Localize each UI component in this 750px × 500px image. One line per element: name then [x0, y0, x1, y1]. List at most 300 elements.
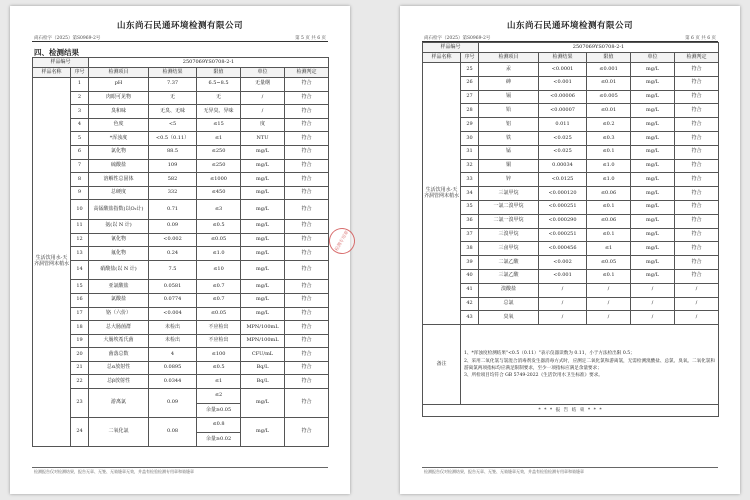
unit: mg/L — [241, 173, 285, 187]
judgement: 符合 — [285, 118, 329, 132]
limit-value: 不应检出 — [197, 321, 241, 335]
test-item: 游离氯 — [89, 389, 149, 418]
test-result: <5 — [149, 118, 197, 132]
limit-value: ≤0.7 — [197, 280, 241, 294]
table-row — [423, 90, 719, 104]
test-result: 7.37 — [149, 78, 197, 92]
limit-value: ≤0.01 — [587, 76, 631, 90]
judgement: / — [675, 311, 719, 325]
test-item: 氟化物 — [89, 247, 149, 261]
column-header: 限值 — [587, 53, 631, 63]
test-result: <0.00007 — [539, 104, 587, 118]
row-number: 2 — [71, 91, 89, 105]
judgement: 符合 — [675, 63, 719, 77]
test-item: 铬（六价） — [89, 307, 149, 321]
row-number: 19 — [71, 334, 89, 348]
judgement: 符合 — [675, 269, 719, 283]
limit-value: ≤0.5 — [197, 219, 241, 233]
remarks-content — [461, 325, 719, 405]
table-row — [423, 214, 719, 228]
limit-value: ≤0.05 — [587, 256, 631, 270]
unit: mg/L — [631, 173, 675, 187]
unit: Bq/L — [241, 361, 285, 375]
unit: mg/L — [631, 159, 675, 173]
test-item: 三卤甲烷 — [479, 242, 539, 256]
test-result: 4 — [149, 348, 197, 362]
row-number: 9 — [71, 186, 89, 200]
row-number: 26 — [461, 76, 479, 90]
unit: / — [241, 91, 285, 105]
row-number: 43 — [461, 311, 479, 325]
test-result: <0.000290 — [539, 214, 587, 228]
judgement: 符合 — [285, 293, 329, 307]
test-result: 0.0774 — [149, 293, 197, 307]
row-number: 3 — [71, 105, 89, 119]
test-item: 臭氧 — [479, 311, 539, 325]
table-row — [33, 260, 329, 280]
row-number: 18 — [71, 321, 89, 335]
row-number: 1 — [71, 78, 89, 92]
test-item: 一氯二溴甲烷 — [479, 200, 539, 214]
table-row — [423, 311, 719, 325]
header-rule — [32, 41, 328, 42]
test-result: / — [539, 283, 587, 297]
limit-value: ≤10 — [197, 260, 241, 280]
test-result: <0.025 — [539, 131, 587, 145]
sample-number-row — [33, 58, 329, 68]
table-row — [33, 200, 329, 220]
limit-value: ≤3 — [197, 200, 241, 220]
test-item: 菌落总数 — [89, 348, 149, 362]
test-result: <0.000120 — [539, 187, 587, 201]
judgement: 符合 — [675, 214, 719, 228]
test-item: 总β放射性 — [89, 375, 149, 389]
column-header: 序号 — [461, 53, 479, 63]
row-number: 40 — [461, 269, 479, 283]
row-number: 29 — [461, 118, 479, 132]
table-row — [423, 131, 719, 145]
row-number: 7 — [71, 159, 89, 173]
company-name: 山东尚石民通环境检测有限公司 — [506, 21, 633, 31]
judgement: 符合 — [285, 348, 329, 362]
judgement: 符合 — [285, 280, 329, 294]
test-result: 0.09 — [149, 219, 197, 233]
judgement: 符合 — [675, 76, 719, 90]
judgement: 符合 — [285, 78, 329, 92]
sample-number-label: 样品编号 — [423, 43, 479, 53]
table-row — [423, 200, 719, 214]
test-item: 溶解性总固体 — [89, 173, 149, 187]
row-number: 22 — [71, 375, 89, 389]
test-result: 无 — [149, 91, 197, 105]
header-row — [423, 53, 719, 63]
limit-value: ≤0.05 — [197, 233, 241, 247]
limit-value: ≤0.7 — [197, 293, 241, 307]
table-row — [423, 63, 719, 77]
end-row — [423, 405, 719, 417]
test-result: 0.00034 — [539, 159, 587, 173]
table-row — [33, 145, 329, 159]
unit: mg/L — [241, 200, 285, 220]
unit: mg/L — [631, 131, 675, 145]
unit: NTU — [241, 132, 285, 146]
limit-value: ≤250 — [197, 159, 241, 173]
test-result: <0.000251 — [539, 228, 587, 242]
table-row — [33, 186, 329, 200]
judgement: 符合 — [285, 159, 329, 173]
row-number: 25 — [461, 63, 479, 77]
row-number: 21 — [71, 361, 89, 375]
table-row — [33, 105, 329, 119]
test-result: / — [539, 297, 587, 311]
test-result: 0.011 — [539, 118, 587, 132]
results-table-page5 — [32, 57, 329, 447]
unit: mg/L — [241, 233, 285, 247]
judgement: 符合 — [675, 104, 719, 118]
test-result: <0.00006 — [539, 90, 587, 104]
judgement: 符合 — [675, 228, 719, 242]
unit: mg/L — [631, 200, 675, 214]
test-item: 氯酸盐 — [89, 293, 149, 307]
unit: mg/L — [241, 260, 285, 280]
unit: mg/L — [631, 187, 675, 201]
limit-value: ≤1 — [587, 242, 631, 256]
seam-stamp: 检测专用章 — [324, 223, 360, 259]
limit-value: ≤1000 — [197, 173, 241, 187]
unit: CFU/mL — [241, 348, 285, 362]
test-item: 铝 — [479, 118, 539, 132]
column-header: 样品名称 — [423, 53, 461, 63]
row-number: 30 — [461, 131, 479, 145]
judgement: / — [675, 283, 719, 297]
limit-value: 无异臭、异味 — [197, 105, 241, 119]
remark-item: 2、采用二氧化氯与氯混合消毒剂发生器消毒方式时，应测定二氧化氯和游离氯，无需检测溴酸盐、总氯、臭氧。二氧化氯和游离氯两项指标均应满足限制要求，至少一项指标应满足余量要求； — [464, 358, 715, 371]
row-number: 11 — [71, 219, 89, 233]
limit-value: / — [587, 311, 631, 325]
unit: MPN/100mL — [241, 321, 285, 335]
test-result: <0.0001 — [539, 63, 587, 77]
table-row — [33, 375, 329, 389]
test-result: <0.000251 — [539, 200, 587, 214]
unit: mg/L — [631, 63, 675, 77]
table-row — [33, 321, 329, 335]
test-result: 332 — [149, 186, 197, 200]
judgement: 符合 — [285, 219, 329, 233]
row-number: 42 — [461, 297, 479, 311]
judgement: 符合 — [285, 375, 329, 389]
row-number: 33 — [461, 173, 479, 187]
column-header: 单位 — [631, 53, 675, 63]
limit-value-residual: 余量≥0.02 — [197, 432, 241, 447]
report-page-6 — [400, 6, 740, 494]
results-table-page6 — [422, 42, 719, 417]
unit: / — [631, 311, 675, 325]
table-row — [423, 256, 719, 270]
row-number: 32 — [461, 159, 479, 173]
limit-value: ≤1 — [197, 375, 241, 389]
row-number: 36 — [461, 214, 479, 228]
footer-rule — [32, 467, 328, 468]
row-number: 13 — [71, 247, 89, 261]
test-item: 锌 — [479, 173, 539, 187]
column-header: 检测判定 — [675, 53, 719, 63]
test-item: 三氯甲烷 — [479, 187, 539, 201]
table-row — [33, 293, 329, 307]
unit: mg/L — [631, 242, 675, 256]
limit-value-residual: 余量≥0.05 — [197, 403, 241, 418]
unit: mg/L — [631, 104, 675, 118]
test-item: 色度 — [89, 118, 149, 132]
limit-value: ≤100 — [197, 348, 241, 362]
unit: mg/L — [631, 256, 675, 270]
test-result: <0.0125 — [539, 173, 587, 187]
limit-value: 6.5~8.5 — [197, 78, 241, 92]
test-item: 二氧化氯 — [89, 418, 149, 447]
unit: mg/L — [631, 118, 675, 132]
row-number: 12 — [71, 233, 89, 247]
test-item: *浑浊度 — [89, 132, 149, 146]
test-item: 总硬度 — [89, 186, 149, 200]
judgement: 符合 — [675, 187, 719, 201]
judgement: 符合 — [675, 118, 719, 132]
limit-value: ≤0.1 — [587, 269, 631, 283]
limit-value: ≤0.5 — [197, 361, 241, 375]
company-name: 山东尚石民通环境检测有限公司 — [116, 21, 243, 31]
row-number: 8 — [71, 173, 89, 187]
test-item: 二氯乙酸 — [479, 256, 539, 270]
judgement: 符合 — [285, 334, 329, 348]
limit-value: 无 — [197, 91, 241, 105]
judgement: 符合 — [285, 173, 329, 187]
unit: mg/L — [631, 214, 675, 228]
row-number: 20 — [71, 348, 89, 362]
test-result: 0.08 — [149, 418, 197, 447]
test-result: 无臭、无味 — [149, 105, 197, 119]
table-row — [33, 132, 329, 146]
test-result: 582 — [149, 173, 197, 187]
column-header: 检测项目 — [89, 68, 149, 78]
unit: mg/L — [631, 76, 675, 90]
judgement: 符合 — [285, 307, 329, 321]
test-item: 总α放射性 — [89, 361, 149, 375]
footer-note: 检测报告仅对检测结果，报告无章、无签、无骑缝章无效，并盖有检验检测专用章和骑缝章 — [34, 469, 194, 474]
unit: mg/L — [241, 307, 285, 321]
row-number: 28 — [461, 104, 479, 118]
test-item: 二氯一溴甲烷 — [479, 214, 539, 228]
judgement: 符合 — [675, 159, 719, 173]
remark-item: 1、*浑浊度检测结果"<0.5（0.11）"表示仪器读数为 0.11，小于方法检出限 0.5； — [464, 351, 635, 357]
test-item: 三溴甲烷 — [479, 228, 539, 242]
table-row — [33, 173, 329, 187]
unit: mg/L — [631, 228, 675, 242]
test-item: 氯化物 — [89, 145, 149, 159]
test-item: 氰化物 — [89, 233, 149, 247]
unit: 度 — [241, 118, 285, 132]
table-row — [423, 242, 719, 256]
test-item: 铜 — [479, 159, 539, 173]
unit: mg/L — [631, 90, 675, 104]
row-number: 39 — [461, 256, 479, 270]
header-row — [33, 68, 329, 78]
limit-value: ≤0.1 — [587, 145, 631, 159]
remark-item: 3、所检项目均符合 GB 5749-2022《生活饮用水卫生标准》要求。 — [464, 372, 603, 378]
limit-value: / — [587, 297, 631, 311]
table-row — [33, 418, 329, 433]
judgement: 符合 — [285, 105, 329, 119]
limit-value: ≤1.0 — [587, 173, 631, 187]
report-page-5 — [10, 6, 350, 494]
footer-rule — [422, 467, 718, 468]
unit: mg/L — [241, 247, 285, 261]
column-header: 检测项目 — [479, 53, 539, 63]
row-number: 31 — [461, 145, 479, 159]
test-item: 臭和味 — [89, 105, 149, 119]
table-row — [33, 307, 329, 321]
document-number: 尚石检字（2025）第S0969-2号 — [34, 36, 101, 41]
unit: mg/L — [631, 269, 675, 283]
table-row — [423, 297, 719, 311]
limit-value: ≤0.06 — [587, 187, 631, 201]
limit-value: ≤0.01 — [587, 104, 631, 118]
document-number: 尚石检字（2025）第S0969-2号 — [424, 36, 491, 41]
page-number: 第 5 页 共 6 页 — [295, 36, 326, 41]
test-item: 总氯 — [479, 297, 539, 311]
limit-value: ≤0.3 — [587, 131, 631, 145]
test-result: / — [539, 311, 587, 325]
test-item: 铁 — [479, 131, 539, 145]
judgement: 符合 — [285, 260, 329, 280]
unit: / — [631, 297, 675, 311]
sample-name: 生活饮用水-天齐洞管网末梢水 — [33, 78, 71, 447]
limit-value: ≤0.001 — [587, 63, 631, 77]
table-row — [423, 173, 719, 187]
table-row — [423, 283, 719, 297]
test-result: 88.5 — [149, 145, 197, 159]
test-result: <0.004 — [149, 307, 197, 321]
test-result: <0.001 — [539, 269, 587, 283]
table-row — [33, 361, 329, 375]
row-number: 5 — [71, 132, 89, 146]
test-item: 总大肠菌群 — [89, 321, 149, 335]
unit: MPN/100mL — [241, 334, 285, 348]
test-item: 溴酸盐 — [479, 283, 539, 297]
table-row — [33, 219, 329, 233]
test-item: 汞 — [479, 63, 539, 77]
unit: mg/L — [241, 418, 285, 447]
test-result: 7.5 — [149, 260, 197, 280]
judgement: 符合 — [285, 389, 329, 418]
row-number: 34 — [461, 187, 479, 201]
row-number: 37 — [461, 228, 479, 242]
unit: mg/L — [241, 145, 285, 159]
row-number: 35 — [461, 200, 479, 214]
limit-value: ≤0.06 — [587, 214, 631, 228]
test-result: 109 — [149, 159, 197, 173]
limit-value: ≤0.05 — [197, 307, 241, 321]
table-row — [423, 187, 719, 201]
limit-value: ≤250 — [197, 145, 241, 159]
judgement: 符合 — [285, 247, 329, 261]
row-number: 16 — [71, 293, 89, 307]
column-header: 检测结果 — [149, 68, 197, 78]
table-row — [423, 118, 719, 132]
remarks-label: 备注 — [423, 325, 461, 405]
row-number: 14 — [71, 260, 89, 280]
judgement: 符合 — [285, 91, 329, 105]
row-number: 27 — [461, 90, 479, 104]
judgement: 符合 — [675, 256, 719, 270]
column-header: 检测判定 — [285, 68, 329, 78]
test-result: <0.002 — [149, 233, 197, 247]
judgement: 符合 — [285, 233, 329, 247]
column-header: 检测结果 — [539, 53, 587, 63]
sample-number-label: 样品编号 — [33, 58, 89, 68]
table-row — [33, 247, 329, 261]
limit-value: ≤1.0 — [197, 247, 241, 261]
limit-value: ≤0.005 — [587, 90, 631, 104]
judgement: 符合 — [285, 200, 329, 220]
unit: 无量纲 — [241, 78, 285, 92]
test-result: <0.001 — [539, 76, 587, 90]
judgement: 符合 — [285, 418, 329, 447]
test-item: 三氯乙酸 — [479, 269, 539, 283]
test-item: 高锰酸盐指数(以O₂计) — [89, 200, 149, 220]
limit-value: ≤1 — [197, 132, 241, 146]
footer-note: 检测报告仅对检测结果，报告无章、无签、无骑缝章无效，并盖有检验检测专用章和骑缝章 — [424, 469, 584, 474]
test-item: 砷 — [479, 76, 539, 90]
test-result: 未检出 — [149, 334, 197, 348]
judgement: 符合 — [675, 173, 719, 187]
section-title: 四、检测结果 — [34, 48, 79, 57]
limit-value: ≤15 — [197, 118, 241, 132]
row-number: 38 — [461, 242, 479, 256]
unit: mg/L — [241, 159, 285, 173]
judgement: 符合 — [675, 242, 719, 256]
table-row — [33, 348, 329, 362]
table-row — [423, 228, 719, 242]
row-number: 41 — [461, 283, 479, 297]
table-row — [33, 334, 329, 348]
table-row — [423, 269, 719, 283]
test-item: 硝酸盐(以 N 计) — [89, 260, 149, 280]
table-row — [33, 159, 329, 173]
judgement: 符合 — [285, 145, 329, 159]
unit: Bq/L — [241, 375, 285, 389]
test-item: 氨(以 N 计) — [89, 219, 149, 233]
judgement: 符合 — [285, 186, 329, 200]
column-header: 限值 — [197, 68, 241, 78]
row-number: 17 — [71, 307, 89, 321]
table-row — [33, 118, 329, 132]
judgement: 符合 — [285, 361, 329, 375]
test-item: 铅 — [479, 104, 539, 118]
column-header: 序号 — [71, 68, 89, 78]
test-result: <0.5（0.11） — [149, 132, 197, 146]
test-result: 0.0895 — [149, 361, 197, 375]
row-number: 10 — [71, 200, 89, 220]
sample-number: 2507069YS0708-2-1 — [479, 43, 719, 53]
judgement: 符合 — [675, 145, 719, 159]
test-result: <0.002 — [539, 256, 587, 270]
unit: mg/L — [631, 145, 675, 159]
table-row — [33, 78, 329, 92]
row-number: 15 — [71, 280, 89, 294]
test-item: 肉眼可见物 — [89, 91, 149, 105]
sample-number: 2507069YS0708-2-1 — [89, 58, 329, 68]
table-row — [423, 104, 719, 118]
limit-value: / — [587, 283, 631, 297]
limit-value: ≤0.1 — [587, 200, 631, 214]
